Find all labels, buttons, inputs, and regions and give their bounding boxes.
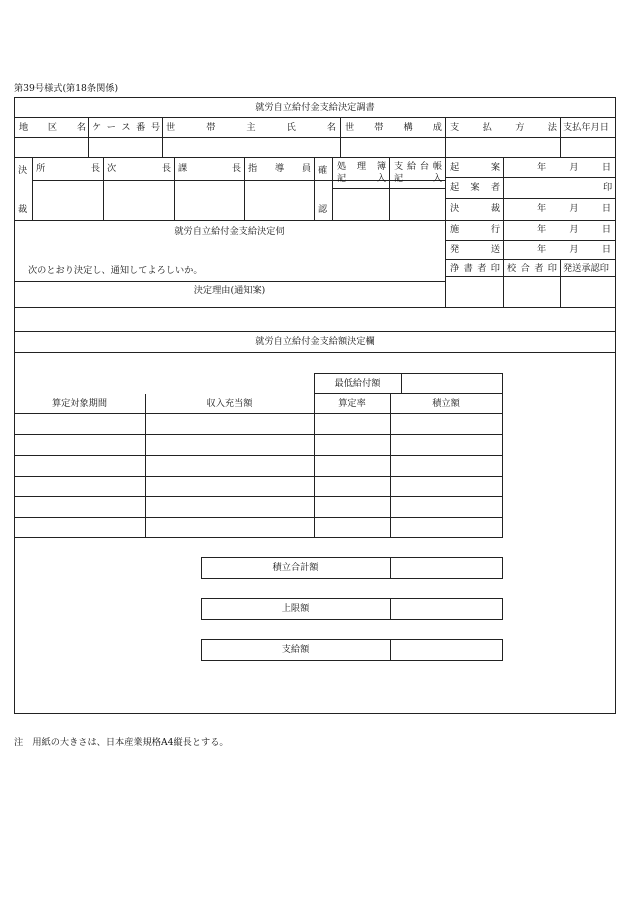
section-chief-label: 課 長 <box>178 163 241 174</box>
footnote: 注 用紙の大きさは、日本産業規格A4縦長とする。 <box>14 737 229 748</box>
draft-date: 年 月 日 <box>537 162 611 173</box>
amount-title: 就労自立給付金支給額決定欄 <box>255 336 375 347</box>
ledger-label-1: 支 給 台 帳 <box>394 161 442 172</box>
rule <box>14 137 616 138</box>
deputy-label: 次 長 <box>107 163 171 174</box>
householder-name-label: 世 帯 主 氏 名 <box>166 122 336 133</box>
clean-copier-seal-label: 浄 書 者 印 <box>450 263 500 274</box>
sheet-title: 就労自立給付金支給決定調書 <box>255 102 375 113</box>
payment-method-label: 支 払 方 法 <box>450 122 557 133</box>
reason-label: 決定理由(通知案) <box>193 285 266 296</box>
director-label: 所 長 <box>36 163 100 174</box>
col-accum: 積立額 <box>432 398 460 409</box>
min-amount-label: 最低給付額 <box>334 378 381 389</box>
household-composition-label: 世 帯 構 成 <box>345 122 442 133</box>
confirm-col-top: 確 <box>318 165 328 176</box>
total-label: 積立合計額 <box>272 562 319 573</box>
case-number-label: ケ ー ス 番 号 <box>92 122 160 133</box>
ledger-label-2: 記 入 <box>394 173 442 184</box>
drafter-label: 起 案 者 <box>450 182 500 193</box>
confirm-col-bottom: 認 <box>318 204 328 215</box>
dispatch-date: 年 月 日 <box>537 244 611 255</box>
decision-col-top: 決 <box>18 165 28 176</box>
form-number: 第39号様式(第18条関係) <box>14 83 119 94</box>
col-rate: 算定率 <box>338 398 366 409</box>
instructor-label: 指 導 員 <box>248 163 311 174</box>
rule <box>14 157 616 158</box>
payment-date-label: 支払年月日 <box>563 122 609 133</box>
rule <box>14 117 616 118</box>
dispatch-approval-seal-label: 発送承認印 <box>563 263 609 274</box>
register-label-1: 処 理 簿 <box>337 161 386 172</box>
inquiry-text: 次のとおり決定し、通知してよろしいか。 <box>28 265 203 276</box>
dispatch-label: 発 送 <box>450 244 500 255</box>
inquiry-title: 就労自立給付金支給決定伺 <box>174 226 285 237</box>
col-income: 収入充当額 <box>206 398 253 409</box>
limit-label: 上限額 <box>281 603 310 614</box>
draft-label: 起 案 <box>450 162 500 173</box>
payment-label: 支給額 <box>281 644 310 655</box>
decision-date: 年 月 日 <box>537 203 611 214</box>
district-label: 地 区 名 <box>19 122 86 133</box>
decision-col-bottom: 裁 <box>18 204 28 215</box>
drafter-seal: 印 <box>603 182 613 193</box>
decision-date-label: 決 裁 <box>450 203 500 214</box>
register-label-2: 記 入 <box>337 173 386 184</box>
proofreader-seal-label: 校 合 者 印 <box>507 263 557 274</box>
enforcement-label: 施 行 <box>450 224 500 235</box>
col-period: 算定対象期間 <box>51 398 108 409</box>
enforcement-date: 年 月 日 <box>537 224 611 235</box>
